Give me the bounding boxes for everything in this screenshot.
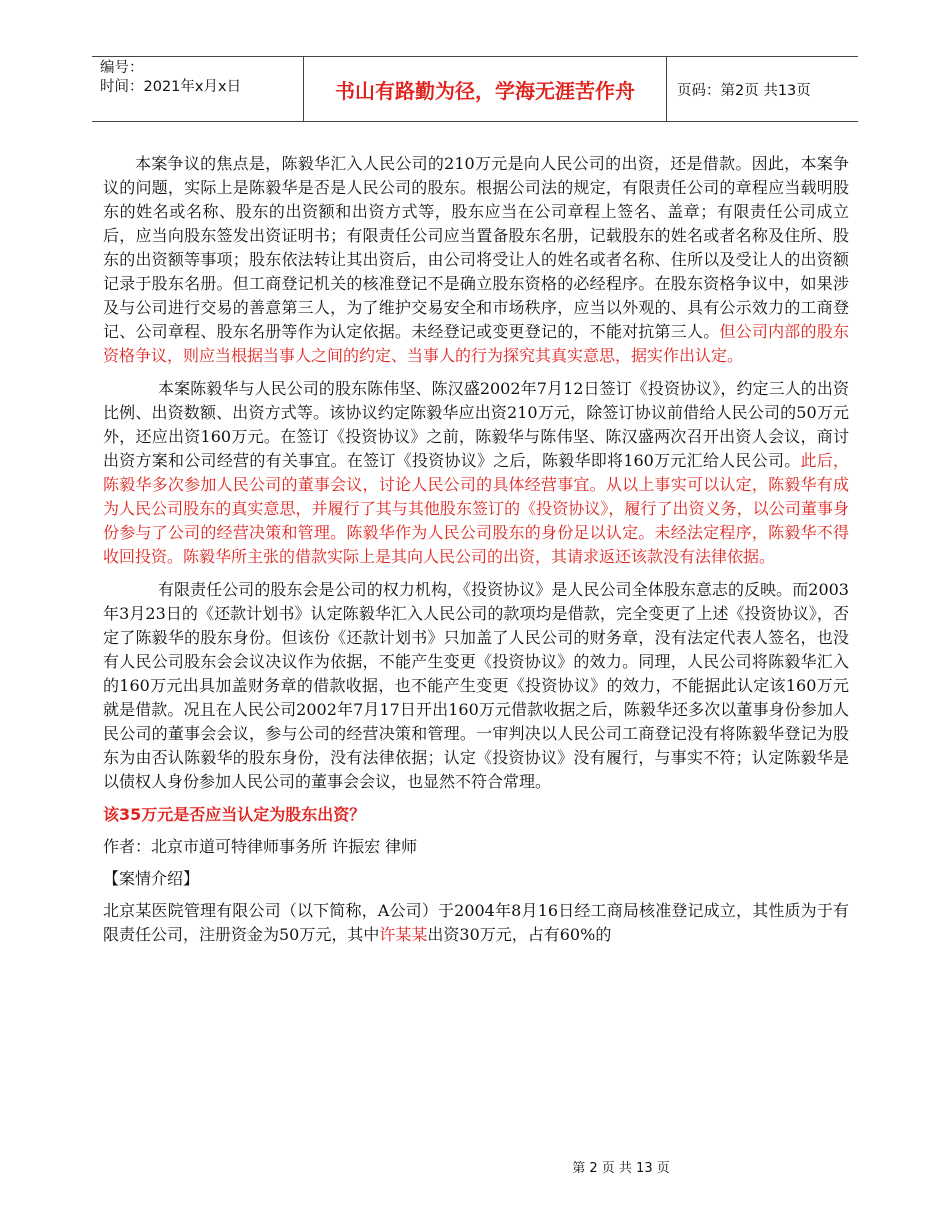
document-number-label: 编号： (100, 60, 144, 76)
paragraph-4-name: 许某某 (379, 925, 428, 944)
paragraph-1-highlight: 但公司内部的股东资格争议，则应当根据当事人之间的约定、当事人的行为探究其真实意思，据实作出认定。 (103, 322, 849, 365)
page-footer: 第 2 页 共 13 页 (572, 1161, 670, 1176)
document-date: 时间：2021年x月x日 (100, 79, 242, 95)
page-header (92, 56, 858, 122)
document-body (103, 152, 849, 947)
section-heading: 该35万元是否应当认定为股东出资？ (103, 805, 366, 824)
paragraph-1 (103, 152, 849, 368)
paragraph-2-text: 本案陈毅华与人民公司的股东陈伟坚、陈汉盛2002年7月12日签订《投资协议》，约定三人的出资比例、出资数额、出资方式等。该协议约定陈毅华应出资210万元，除签订协议前借给人民公司的50万元外，还应出资160万元。在签订《投资协议》之前，陈毅华与陈伟坚、陈汉盛两次召开出资人会议，商讨出资方案和公司经营的有关事宜。在签订《投资协议》之后，陈毅华即将160万元汇给人民公司。 (103, 379, 849, 470)
header-motto: 书山有路勤为径，学海无涯苦作舟 (303, 57, 667, 121)
paragraph-3: 有限责任公司的股东会是公司的权力机构，《投资协议》是人民公司全体股东意志的反映。而2003年3月23日的《还款计划书》认定陈毅华汇入人民公司的款项均是借款，完全变更了上述《投资协议》，否定了陈毅华的股东身份。但该份《还款计划书》只加盖了人民公司的财务章，没有法定代表人签名，也没有人民公司股东会会议决议作为依据，不能产生变更《投资协议》的效力。同理，人民公司将陈毅华汇入的160万元出具加盖财务章的借款收据，也不能产生变更《投资协议》的效力，不能据此认定该160万元就是借款。况且在人民公司2002年7月17日开出160万元借款收据之后，陈毅华还多次以董事身份参加人民公司的董事会会议，参与公司的经营决策和管理。一审判决以人民公司工商登记没有将陈毅华登记为股东为由否认陈毅华的股东身份，没有法律依据；认定《投资协议》没有履行，与事实不符；认定陈毅华是以债权人身份参加人民公司的董事会会议，也显然不符合常理。 (103, 580, 849, 791)
author-line: 作者：北京市道可特律师事务所 许振宏 律师 (103, 837, 418, 856)
paragraph-2-highlight: 此后，陈毅华多次参加人民公司的董事会议，讨论人民公司的具体经营事宜。从以上事实可以认定，陈毅华有成为人民公司股东的真实意思，并履行了其与其他股东签订的《投资协议》，履行了出资义务，以公司董事身份参与了公司的经营决策和管理。陈毅华作为人民公司股东的身份足以认定。未经法定程序，陈毅华不得收回投资。陈毅华所主张的借款实际上是其向人民公司的出资，其请求返还该款没有法律依据。 (103, 451, 849, 566)
header-meta (92, 57, 303, 121)
paragraph-4-text-end: 出资30万元，占有60%的 (427, 925, 612, 944)
paragraph-2 (103, 377, 849, 569)
case-intro-heading: 【案情介绍】 (103, 869, 200, 888)
header-page-info: 页码：第2页 共13页 (677, 82, 811, 99)
paragraph-4-text: 北京某医院管理有限公司（以下简称，A公司）于2004年8月16日经工商局核准登记成立，其性质为于有限责任公司，注册资金为50万元，其中 (103, 901, 849, 944)
paragraph-1-text: 本案争议的焦点是，陈毅华汇入人民公司的210万元是向人民公司的出资，还是借款。因此，本案争议的问题，实际上是陈毅华是否是人民公司的股东。根据公司法的规定，有限责任公司的章程应当载明股东的姓名或名称、股东的出资额和出资方式等，股东应当在公司章程上签名、盖章；有限责任公司成立后，应当向股东签发出资证明书；有限责任公司应当置备股东名册，记载股东的姓名或者名称及住所、股东的出资额等事项；股东依法转让其出资后，由公司将受让人的姓名或者名称、住所以及受让人的出资额记录于股东名册。但工商登记机关的核准登记不是确立股东资格的必经程序。在股东资格争议中，如果涉及与公司进行交易的善意第三人，为了维护交易安全和市场秩序，应当以外观的、具有公示效力的工商登记、公司章程、股东名册等作为认定依据。未经登记或变更登记的，不能对抗第三人。 (103, 154, 849, 341)
paragraph-4 (103, 899, 849, 947)
